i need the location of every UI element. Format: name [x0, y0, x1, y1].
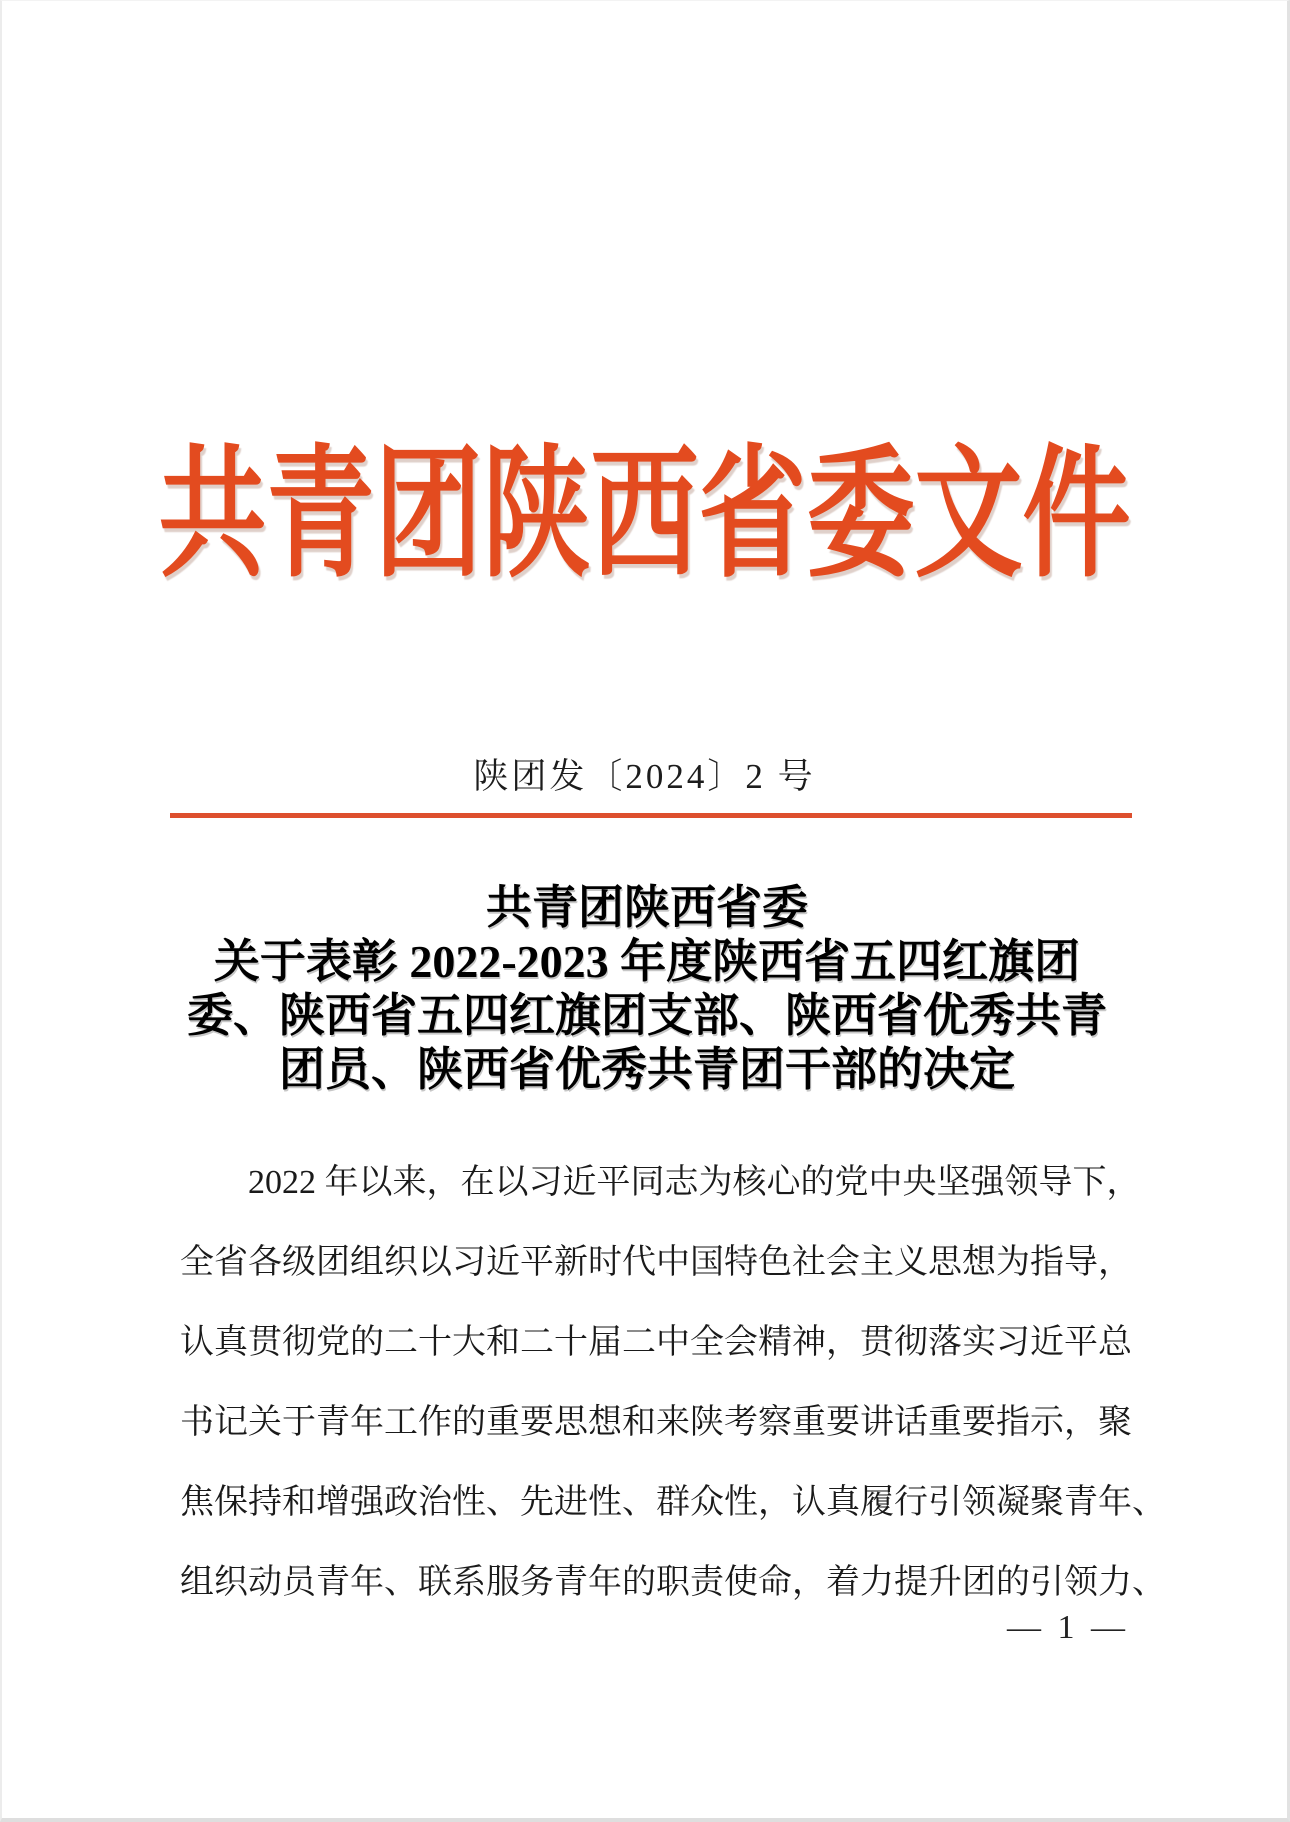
body-line-4: 书记关于青年工作的重要思想和来陕考察重要讲话重要指示，聚 [180, 1404, 1132, 1441]
document-title [167, 881, 1127, 1097]
letterhead-banner-title: 共青团陕西省委文件 [158, 437, 1131, 595]
body-line-5: 焦保持和增强政治性、先进性、群众性，认真履行引领凝聚青年、 [180, 1484, 1166, 1521]
body-line-3: 认真贯彻党的二十大和二十届二中全会精神，贯彻落实习近平总 [180, 1324, 1132, 1361]
body-paragraph [180, 1143, 1166, 1623]
body-line-2: 全省各级团组织以习近平新时代中国特色社会主义思想为指导， [180, 1244, 1132, 1281]
document-reference-number: 陕团发〔2024〕2 号 [473, 757, 816, 796]
page-number: — 1 — [1007, 1609, 1129, 1646]
red-separator-rule [170, 813, 1132, 818]
body-line-1: 2022 年以来，在以习近平同志为核心的党中央坚强领导下， [248, 1164, 1141, 1201]
document-title-line-4: 团员、陕西省优秀共青团干部的决定 [279, 1044, 1015, 1095]
document-title-line-1: 共青团陕西省委 [486, 882, 808, 933]
document-title-line-3: 委、陕西省五四红旗团支部、陕西省优秀共青 [187, 990, 1107, 1041]
document-title-line-2: 关于表彰 2022-2023 年度陕西省五四红旗团 [213, 936, 1081, 987]
body-line-6: 组织动员青年、联系服务青年的职责使命，着力提升团的引领力、 [180, 1564, 1166, 1601]
